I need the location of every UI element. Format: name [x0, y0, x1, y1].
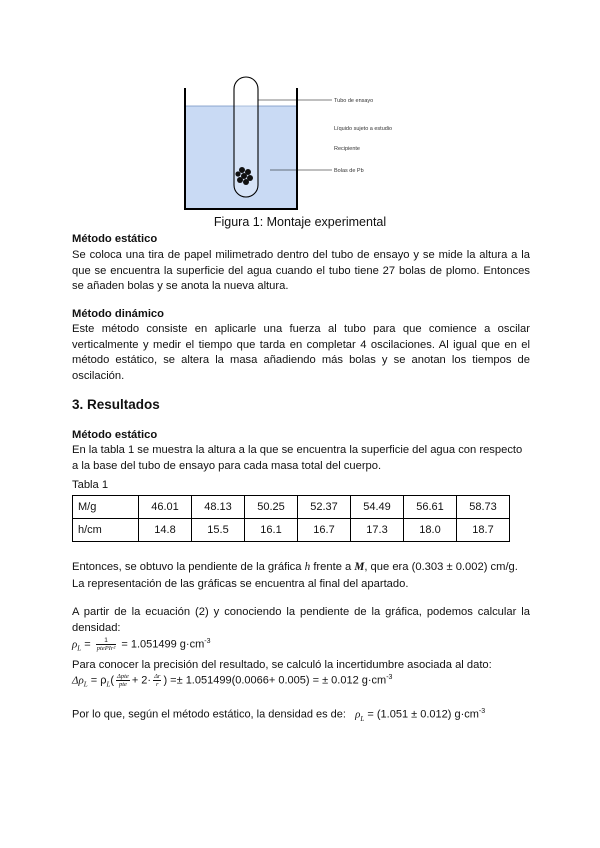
static-method-text: Se coloca una tira de papel milimetrado dentro del tubo de ensayo y se mide la altura a la que se encuentra la superficie del agua cuando el tubo tiene 27 bolas de plomo. Entonces se añaden bolas y se anota la nueva altura. [72, 249, 530, 293]
table-cell: 56.61 [404, 496, 457, 519]
conclusion-line [72, 708, 485, 723]
uncertainty-subscript: L [83, 680, 88, 689]
dynamic-method-text: Este método consiste en aplicarle una fuerza al tubo para que comience a oscilar verticalmente y medir el tiempo que tarda en completar 4 oscilaciones. Al igual que en el método estático, se altera la masa añadiendo más bolas y se anotan los tiempos de oscilación. [72, 323, 530, 382]
table-cell: 48.13 [192, 496, 245, 519]
uncertainty-rho-sub: L [106, 680, 111, 689]
conclusion-exp: -3 [478, 708, 486, 715]
conclusion-text: Por lo que, según el método estático, la densidad es de: [72, 708, 346, 721]
uncertainty-frac-2-num: Δr [154, 673, 161, 680]
table-cell: 16.7 [298, 519, 351, 542]
table-row-header: M/g [73, 496, 139, 519]
density-subscript: L [77, 644, 82, 653]
uncertainty-frac-1-den: pte [118, 681, 127, 688]
slope-var-h: h [304, 561, 311, 573]
uncertainty-frac-1 [116, 673, 130, 688]
slope-value: (0.303 ± 0.002) cm/g. [411, 561, 518, 573]
density-frac-den: ptePIr² [96, 645, 116, 652]
table-label: Tabla 1 [72, 479, 109, 491]
uncertainty-exp: -3 [386, 673, 393, 681]
uncertainty-close: ) [163, 674, 168, 687]
table-cell: 17.3 [351, 519, 404, 542]
table-row [73, 496, 510, 519]
table-row-header: h/cm [73, 519, 139, 542]
slope-text-3: , que era [364, 561, 409, 573]
table-cell: 46.01 [139, 496, 192, 519]
conclusion-result: = (1.051 ± 0.012) g·cm [367, 708, 479, 721]
density-exp: -3 [204, 637, 211, 645]
label-balls: Bolas de Pb [334, 168, 364, 174]
density-fraction [96, 637, 117, 652]
table-cell: 18.0 [404, 519, 457, 542]
precision-intro: Para conocer la precisión del resultado, se calculó la incertidumbre asociada al dato: [72, 659, 492, 671]
density-formula [72, 637, 210, 653]
table-cell: 14.8 [139, 519, 192, 542]
label-container: Recipiente [334, 146, 360, 152]
label-liquid: Líquido sujeto a estudio [334, 126, 393, 132]
uncertainty-equals-rho: = ρ [90, 674, 107, 687]
setup-figure [180, 72, 420, 214]
uncertainty-frac-1-num: Δpte [117, 673, 129, 680]
slope-text-1: Entonces, se obtuvo la pendiente de la gráfica [72, 561, 302, 573]
table-cell: 18.7 [457, 519, 510, 542]
uncertainty-result: =± 1.051499(0.0066+ 0.005) = ± 0.012 g·cm [170, 674, 387, 687]
results-section-title: 3. Resultados [72, 397, 160, 412]
uncertainty-formula [72, 673, 392, 689]
density-intro: A partir de la ecuación (2) y conociendo la pendiente de la gráfica, podemos calcular la densidad: [72, 606, 530, 634]
density-symbol: ρ [72, 638, 78, 651]
uncertainty-open: ( [110, 674, 115, 687]
table-cell: 58.73 [457, 496, 510, 519]
table-cell: 16.1 [245, 519, 298, 542]
table-cell: 50.25 [245, 496, 298, 519]
graphs-note: La representación de las gráficas se encuentra al final del apartado. [72, 578, 409, 590]
density-equals: = [84, 638, 91, 651]
density-result: = 1.051499 g·cm [121, 638, 205, 651]
uncertainty-plus: + 2· [131, 674, 152, 687]
table-row [73, 519, 510, 542]
table-cell: 15.5 [192, 519, 245, 542]
dynamic-method-heading: Método dinámico [72, 308, 164, 320]
label-tube: Tubo de ensayo [334, 98, 374, 104]
density-frac-num: 1 [96, 637, 117, 645]
results-intro: En la tabla 1 se muestra la altura a la que se encuentra la superficie del agua con respecto a la base del tubo de ensayo para cada masa total del cuerpo. [72, 444, 523, 472]
figure-caption: Figura 1: Montaje experimental [213, 215, 387, 229]
slope-text-2: frente a [313, 561, 352, 573]
results-table [72, 495, 510, 542]
results-subtitle: Método estático [72, 429, 158, 441]
table-cell: 52.37 [298, 496, 351, 519]
uncertainty-frac-2 [153, 673, 161, 688]
conclusion-symbol: ρ [355, 708, 361, 721]
slope-var-m: M [354, 561, 365, 573]
table-cell: 54.49 [351, 496, 404, 519]
slope-sentence [72, 560, 552, 576]
static-method-heading: Método estático [72, 233, 158, 245]
uncertainty-frac-2-den: r [155, 681, 159, 688]
conclusion-subscript: L [360, 714, 365, 723]
uncertainty-symbol: Δρ [72, 674, 84, 687]
